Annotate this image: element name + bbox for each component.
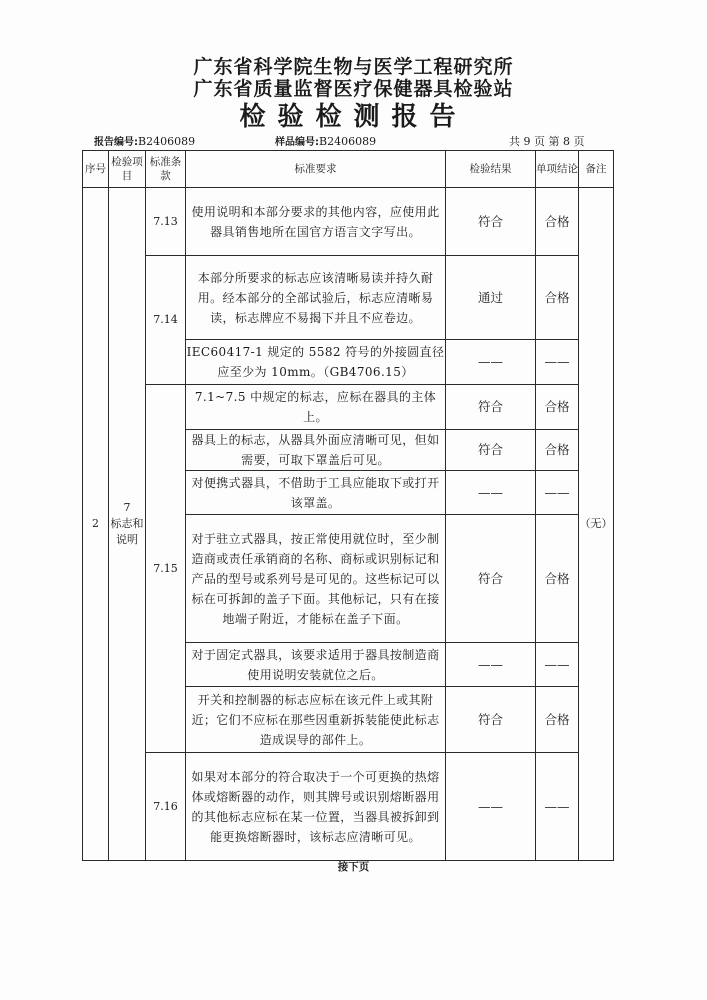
result-cell: ——: [446, 753, 536, 861]
result-cell: 符合: [446, 385, 536, 430]
conclusion-cell: 合格: [536, 687, 579, 753]
clause-cell: 7.14: [146, 256, 186, 385]
continued-next-page: 接下页: [337, 861, 370, 873]
clause-cell: 7.16: [146, 753, 186, 861]
table-row: [83, 188, 614, 256]
conclusion-cell: ——: [536, 340, 579, 385]
result-cell: 符合: [446, 515, 536, 643]
requirement-cell: 7.1~7.5 中规定的标志，应标在器具的主体上。: [186, 385, 446, 430]
test-item-name: 标志和说明: [110, 517, 144, 546]
requirement-cell: 对便携式器具，不借助于工具应能取下或打开该罩盖。: [186, 471, 446, 515]
table-row: [83, 753, 614, 861]
conclusion-cell: ——: [536, 753, 579, 861]
report-table: [82, 150, 614, 861]
result-cell: 符合: [446, 687, 536, 753]
requirement-cell: 对于固定式器具，该要求适用于器具按制造商使用说明安装就位之后。: [186, 643, 446, 687]
result-cell: ——: [446, 471, 536, 515]
requirement-cell: 如果对本部分的符合取决于一个可更换的热熔体或熔断器的动作，则其牌号或识别熔断器用的其他标志应标在某一位置，当器具被拆卸到能更换熔断器时，该标志应清晰可见。: [186, 753, 446, 861]
table-header-row: [83, 151, 614, 188]
sample-number: [275, 134, 376, 151]
report-title: 检验检测报告: [239, 102, 468, 132]
conclusion-cell: 合格: [536, 188, 579, 256]
column-header-note: 备注: [579, 151, 614, 188]
conclusion-cell: 合格: [536, 256, 579, 340]
result-cell: ——: [446, 340, 536, 385]
conclusion-cell: ——: [536, 471, 579, 515]
organization-name-line1: 广东省科学院生物与医学工程研究所: [193, 56, 514, 78]
report-number-label: 报告编号:: [94, 137, 138, 148]
test-item-cell: [109, 188, 146, 861]
column-header-seq: 序号: [83, 151, 109, 188]
clause-cell: 7.13: [146, 188, 186, 256]
clause-cell: 7.15: [146, 385, 186, 753]
result-cell: 符合: [446, 188, 536, 256]
note-cell: （无）: [579, 188, 614, 861]
conclusion-cell: ——: [536, 643, 579, 687]
sample-number-label: 样品编号:: [275, 137, 319, 148]
conclusion-cell: 合格: [536, 515, 579, 643]
page-info: 共 9 页 第 8 页: [509, 135, 585, 148]
requirement-cell: 器具上的标志，从器具外面应清晰可见，但如需要，可取下罩盖后可见。: [186, 430, 446, 471]
report-number-value: B2406089: [138, 135, 196, 148]
test-item-number: 7: [123, 501, 131, 514]
organization-name-line2: 广东省质量监督医疗保健器具检验站: [193, 78, 514, 100]
column-header-result: 检验结果: [446, 151, 536, 188]
report-number: [94, 134, 195, 151]
column-header-clause: 标准条款: [146, 151, 186, 188]
requirement-cell: 对于驻立式器具，按正常使用就位时，至少制造商或责任承销商的名称、商标或识别标记和产品的型号或系列号是可见的。这些标记可以标在可拆卸的盖子下面。其他标记，只有在接地端子附近，才能标在盖子下面。: [186, 515, 446, 643]
sample-number-value: B2406089: [319, 135, 377, 148]
conclusion-cell: 合格: [536, 385, 579, 430]
result-cell: 通过: [446, 256, 536, 340]
column-header-conclusion: 单项结论: [536, 151, 579, 188]
requirement-cell: IEC60417-1 规定的 5582 符号的外接圆直径应至少为 10mm。（GB4706.15）: [186, 340, 446, 385]
column-header-item: 检验项目: [109, 151, 146, 188]
table-row: [83, 385, 614, 430]
column-header-requirement: 标准要求: [186, 151, 446, 188]
seq-cell: 2: [83, 188, 109, 861]
result-cell: ——: [446, 643, 536, 687]
requirement-cell: 开关和控制器的标志应标在该元件上或其附近；它们不应标在那些因重新拆装能使此标志造成误导的部件上。: [186, 687, 446, 753]
requirement-cell: 本部分所要求的标志应该清晰易读并持久耐用。经本部分的全部试验后，标志应清晰易读，标志牌应不易揭下并且不应卷边。: [186, 256, 446, 340]
conclusion-cell: 合格: [536, 430, 579, 471]
result-cell: 符合: [446, 430, 536, 471]
table-row: [83, 256, 614, 340]
requirement-cell: 使用说明和本部分要求的其他内容，应使用此器具销售地所在国官方语言文字写出。: [186, 188, 446, 256]
